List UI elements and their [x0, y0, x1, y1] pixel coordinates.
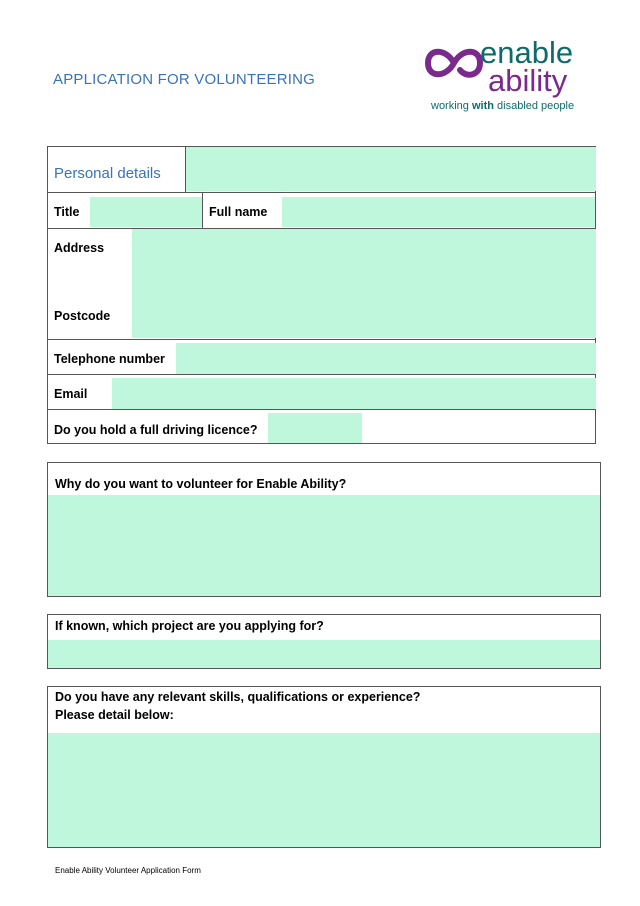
title-field[interactable]: [90, 197, 202, 227]
personal-header-fill: [186, 147, 596, 191]
telephone-field[interactable]: [176, 343, 596, 374]
driving-licence-label: Do you hold a full driving licence?: [54, 423, 258, 437]
enable-ability-logo: [424, 35, 604, 98]
personal-details-heading: Personal details: [54, 165, 161, 182]
driving-licence-field[interactable]: [268, 413, 362, 443]
postcode-label: Postcode: [54, 309, 111, 323]
title-label: Title: [54, 205, 80, 219]
logo-tagline: working with disabled people: [431, 100, 575, 112]
page-footer: Enable Ability Volunteer Application Form: [55, 866, 201, 875]
email-field[interactable]: [112, 378, 596, 409]
telephone-label: Telephone number: [54, 352, 165, 366]
email-label: Email: [54, 387, 88, 401]
page-title: APPLICATION FOR VOLUNTEERING: [53, 71, 316, 88]
fullname-field[interactable]: [282, 197, 595, 227]
why-volunteer-field[interactable]: [48, 495, 600, 596]
skills-question-line2: Please detail below:: [55, 708, 174, 722]
logo-ability-text: ability: [488, 63, 568, 98]
logo-enable-text: enable: [480, 35, 574, 70]
infinity-logo-icon: [424, 42, 486, 84]
personal-details-table: [47, 146, 596, 444]
skills-section: [47, 686, 601, 848]
address-field[interactable]: [132, 229, 596, 338]
why-volunteer-section: [47, 462, 601, 597]
address-label: Address: [54, 241, 105, 255]
fullname-label: Full name: [209, 205, 268, 219]
project-section: [47, 614, 601, 669]
project-question: If known, which project are you applying for?: [55, 619, 324, 633]
project-field[interactable]: [48, 640, 600, 668]
skills-question-line1: Do you have any relevant skills, qualifications or experience?: [55, 690, 421, 704]
why-volunteer-question: Why do you want to volunteer for Enable Ability?: [55, 477, 347, 491]
skills-field[interactable]: [48, 733, 600, 847]
